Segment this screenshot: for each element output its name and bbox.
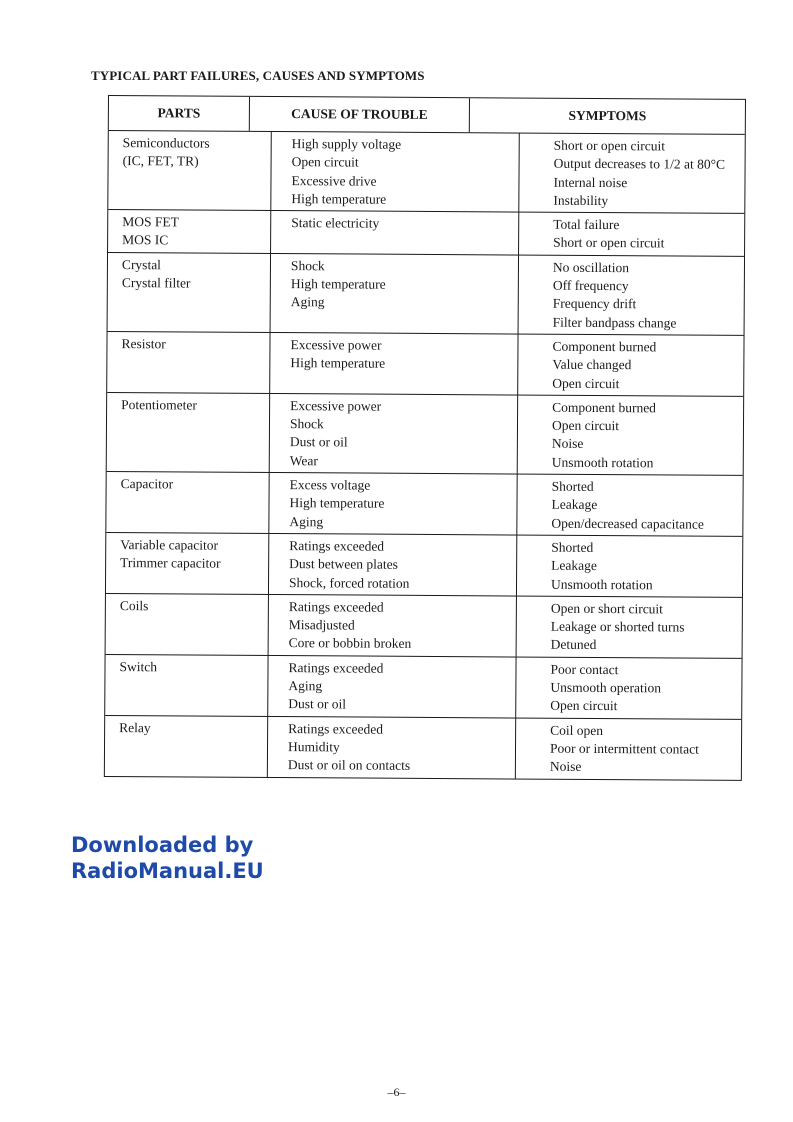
cell-line: Open circuit — [291, 154, 359, 170]
cell-line: Ratings exceeded — [288, 659, 384, 676]
cell-line: Aging — [289, 513, 324, 529]
table-row — [108, 210, 744, 256]
cell-line: Internal noise — [553, 174, 628, 190]
header-parts: PARTS — [109, 96, 250, 131]
watermark-line2: RadioManual.EU — [71, 859, 264, 883]
cell-line: Crystal filter — [121, 275, 191, 291]
cell-line: Value changed — [552, 356, 632, 373]
watermark-line1: Downloaded by — [71, 833, 254, 857]
symptoms-cell — [517, 475, 742, 536]
cell-line: Excess voltage — [289, 477, 371, 493]
cell-line: Open circuit — [551, 417, 620, 434]
parts-cell — [106, 533, 269, 594]
cell-line: Unsmooth rotation — [551, 454, 654, 471]
parts-cell — [105, 655, 268, 716]
cell-line: Off frequency — [552, 277, 629, 294]
cell-line: Frequency drift — [552, 296, 637, 312]
cell-line: Static electricity — [291, 215, 380, 231]
cell-line: Semiconductors — [122, 135, 210, 151]
causes-cell — [269, 473, 517, 534]
table-row — [107, 332, 743, 397]
table-row — [105, 655, 741, 720]
cell-line: MOS IC — [122, 232, 169, 248]
cell-line: High temperature — [289, 495, 385, 512]
table-row — [107, 393, 743, 476]
causes-cell — [269, 595, 517, 656]
causes-cell — [271, 254, 519, 334]
table-row — [108, 253, 744, 336]
watermark — [71, 832, 264, 884]
table-row — [108, 131, 744, 214]
cell-line: Unsmooth operation — [550, 679, 662, 696]
cell-line: Ratings exceeded — [288, 598, 384, 615]
symptoms-cell — [518, 334, 743, 395]
parts-cell — [108, 253, 271, 332]
causes-cell — [268, 656, 516, 717]
header-symptoms: SYMPTOMS — [568, 107, 647, 124]
cell-line: Shock — [289, 416, 324, 432]
cell-line: Output decreases to 1/2 at 80°C — [553, 156, 726, 173]
cell-line: Open/decreased capacitance — [551, 515, 704, 532]
cell-line: Humidity — [287, 739, 340, 755]
cell-line: Shock, forced rotation — [288, 574, 410, 591]
table-row — [105, 716, 741, 780]
table-body — [105, 131, 745, 779]
cell-line: Dust or oil on contacts — [287, 757, 411, 774]
symptoms-cell — [519, 134, 744, 214]
cell-line: Capacitor — [120, 476, 174, 492]
cell-line: Trimmer capacitor — [120, 555, 221, 571]
symptoms-cell — [516, 718, 741, 779]
table-row — [106, 594, 742, 659]
cell-line: Core or bobbin broken — [288, 635, 412, 652]
cell-line: Unsmooth rotation — [550, 576, 653, 592]
parts-cell — [107, 393, 270, 472]
cell-line: Aging — [288, 678, 323, 694]
symptoms-cell — [517, 535, 742, 596]
table-header-row — [109, 96, 745, 135]
cell-line: Coils — [119, 597, 149, 614]
causes-cell — [269, 534, 517, 595]
cell-line: Crystal — [121, 256, 162, 273]
cell-line: Noise — [549, 758, 582, 775]
cell-line: Ratings exceeded — [288, 720, 384, 737]
cell-line: Aging — [290, 294, 325, 310]
cell-line: Switch — [119, 658, 158, 675]
failures-table — [104, 95, 746, 780]
symptoms-cell — [519, 213, 744, 256]
cell-line: High temperature — [291, 191, 387, 207]
symptoms-cell — [519, 255, 744, 335]
cell-line: Shock — [290, 257, 325, 274]
cell-line: Shorted — [551, 478, 594, 495]
cell-line: Dust between plates — [289, 556, 398, 573]
cell-line: Poor or intermittent contact — [549, 740, 699, 757]
cell-line: Coil open — [550, 722, 604, 738]
cell-line: Detuned — [550, 637, 597, 653]
causes-cell — [271, 132, 519, 212]
cell-line: Excessive power — [290, 397, 382, 414]
cell-line: Open or short circuit — [550, 600, 664, 617]
table-row — [106, 533, 742, 598]
cell-line: Open circuit — [552, 375, 620, 391]
parts-cell — [105, 716, 268, 777]
parts-cell — [107, 332, 270, 393]
cell-line: No oscillation — [552, 259, 630, 275]
parts-cell — [106, 472, 269, 533]
cell-line: Short or open circuit — [553, 235, 665, 251]
symptoms-cell — [517, 596, 742, 657]
cell-line: Resistor — [121, 336, 166, 352]
cell-line: Leakage — [551, 557, 597, 574]
cell-line: Instability — [553, 192, 609, 208]
cell-line: Excessive power — [290, 337, 382, 353]
header-cause: CAUSE OF TROUBLE — [250, 97, 470, 132]
causes-cell — [268, 717, 516, 778]
cell-line: Leakage — [551, 497, 598, 513]
parts-cell — [106, 594, 269, 655]
cell-line: High temperature — [290, 276, 386, 292]
cell-line: Variable capacitor — [120, 537, 219, 553]
cell-line: Open circuit — [550, 698, 618, 714]
symptoms-cell — [516, 657, 741, 718]
cell-line: Leakage or shorted turns — [550, 618, 685, 635]
cell-line: Wear — [289, 452, 318, 469]
cell-line: Dust or oil — [288, 696, 347, 712]
cell-line: Short or open circuit — [553, 137, 666, 154]
cell-line: Excessive drive — [291, 172, 377, 189]
cell-line: Noise — [551, 436, 584, 452]
cell-line: MOS FET — [122, 214, 179, 230]
cell-line: Ratings exceeded — [289, 538, 385, 554]
cell-line: High temperature — [290, 355, 386, 371]
symptoms-cell — [518, 395, 743, 475]
parts-cell — [108, 131, 271, 210]
parts-cell — [108, 210, 271, 253]
causes-cell — [271, 211, 519, 254]
cell-line: Relay — [119, 719, 151, 735]
cell-line: Component burned — [552, 338, 657, 355]
cell-line: Misadjusted — [288, 617, 355, 633]
cell-line: Dust or oil — [289, 434, 348, 450]
page-title: TYPICAL PART FAILURES, CAUSES AND SYMPTOMS — [91, 68, 425, 83]
page-number: –6– — [387, 1085, 406, 1099]
causes-cell — [270, 394, 518, 474]
cell-line: Poor contact — [550, 661, 619, 677]
table-row — [106, 472, 742, 537]
cell-line: High supply voltage — [291, 136, 402, 152]
cell-line: Shorted — [551, 539, 594, 555]
cell-line: (IC, FET, TR) — [122, 153, 199, 169]
causes-cell — [270, 333, 518, 394]
cell-line: Potentiometer — [121, 396, 197, 413]
cell-line: Component burned — [552, 399, 657, 416]
cell-line: Total failure — [553, 216, 620, 233]
cell-line: Filter bandpass change — [552, 314, 677, 331]
